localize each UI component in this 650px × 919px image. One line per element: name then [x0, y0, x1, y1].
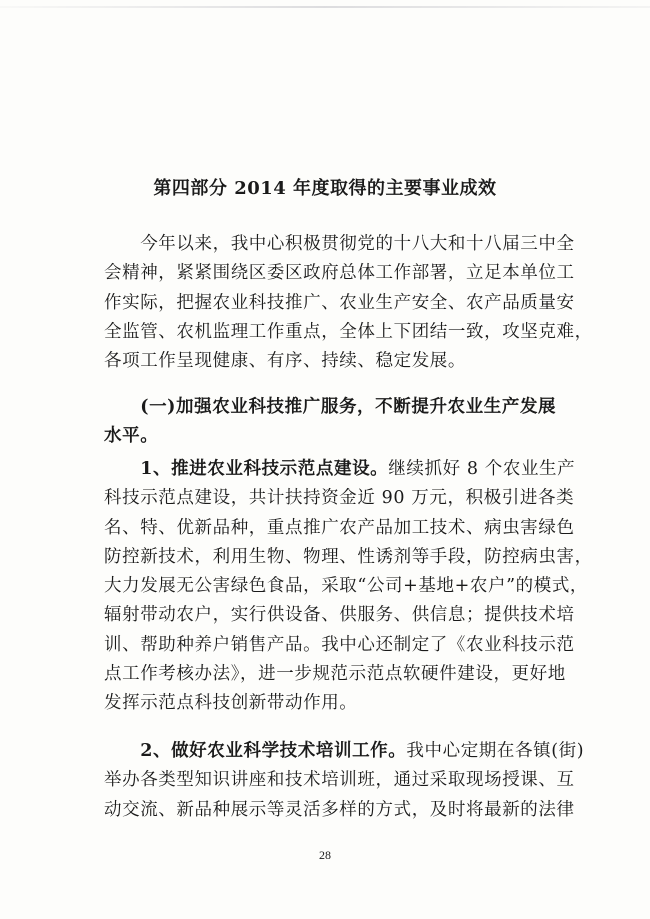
text-line: 发挥示范点科技创新带动作用。	[104, 693, 358, 714]
item-2-first-line-rest: 我中心定期在各镇(街)	[406, 741, 585, 761]
text-line: 科技示范点建设，共计扶持资金近 90 万元，积极引进各类	[104, 488, 575, 509]
text-line: 各项工作呈现健康、有序、持续、稳定发展。	[104, 351, 466, 372]
text-line: 今年以来，我中心积极贯彻党的十八大和十八届三中全	[104, 234, 575, 254]
text-line: 防控新技术，利用生物、物理、性诱剂等手段，防控病虫害，	[104, 546, 593, 567]
heading-line: 水平。	[104, 426, 159, 447]
text-line: 动交流、新品种展示等灵活多样的方式，及时将最新的法律	[104, 799, 575, 820]
text-line: 大力发展无公害绿色食品，采取“公司+基地+农户”的模式，	[104, 576, 589, 597]
intro-paragraph	[104, 230, 593, 376]
text-line: 举办各类型知识讲座和技术培训班，通过采取现场授课、互	[104, 770, 575, 791]
item-1-lead: 1、推进农业科技示范点建设。	[104, 459, 389, 479]
item-2-paragraph	[104, 737, 585, 825]
text-line: 名、特、优新品种，重点推广农产品加工技术、病虫害绿色	[104, 517, 575, 538]
heading-line: (一)加强农业科技推广服务，不断提升农业生产发展	[104, 397, 557, 417]
item-1-paragraph	[104, 455, 593, 719]
text-line	[104, 737, 585, 766]
text-line: 会精神，紧紧围绕区委区政府总体工作部署，立足本单位工	[104, 263, 575, 284]
text-line	[104, 455, 576, 484]
page-number: 28	[319, 848, 331, 862]
subsection-heading	[104, 393, 560, 452]
scan-artifact-line	[0, 6, 650, 8]
text-line: 全监管、农机监理工作重点，全体上下团结一致，攻坚克难，	[104, 321, 593, 342]
text-line: 点工作考核办法》，进一步规范示范点软硬件建设，更好地	[104, 664, 566, 685]
section-title: 第四部分 2014 年度取得的主要事业成效	[153, 178, 497, 199]
item-1-first-line-rest: 继续抓好 8 个农业生产	[388, 459, 576, 479]
item-2-lead: 2、做好农业科学技术培训工作。	[104, 741, 407, 761]
text-line: 辐射带动农户，实行供设备、供服务、供信息；提供技术培	[104, 605, 575, 626]
text-line: 作实际，把握农业科技推广、农业生产安全、农产品质量安	[104, 292, 575, 313]
text-line: 训、帮助种养户销售产品。我中心还制定了《农业科技示范	[104, 634, 575, 655]
